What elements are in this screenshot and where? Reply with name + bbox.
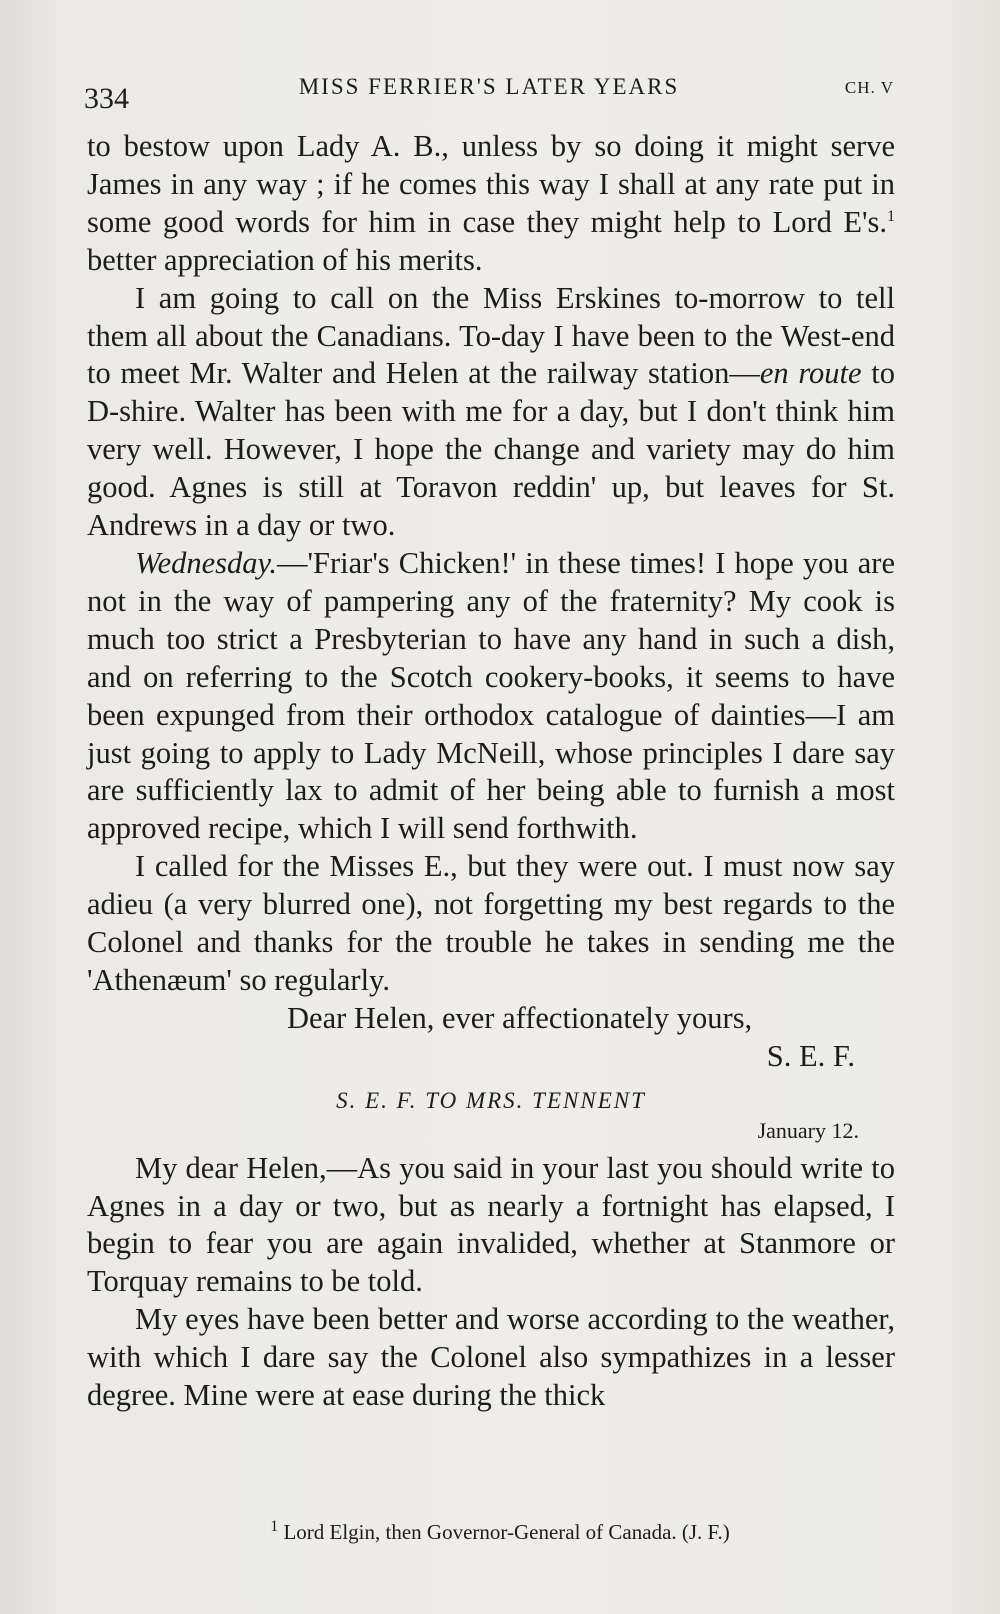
letter-date: January 12.: [757, 1117, 859, 1143]
signature: S. E. F.: [766, 1038, 855, 1073]
footnote-text: Lord Elgin, then Governor-General of Canada. (J. F.): [283, 1520, 730, 1544]
page-header: [84, 70, 894, 115]
italic-phrase: Wednesday.: [135, 545, 278, 580]
text-run: better appreciation of his merits.: [87, 242, 483, 277]
page-number: 334: [84, 82, 129, 115]
footnote-mark: 1: [270, 1518, 279, 1535]
paragraph: I called for the Misses E., but they were out. I must now say adieu (a very blurred one), not forgetting my best regards to the Colonel and thanks for the trouble he takes in sending me the 'Athenæum' so regularly.: [87, 849, 895, 997]
footnote-marker: 1: [887, 207, 895, 225]
text-run: to bestow upon Lady A. B., unless by so doing it might serve James in any way ; if he comes this way I shall at any rate put in some good words for him in case they might help to Lord E's.: [87, 129, 895, 239]
footnote: [0, 1520, 1000, 1545]
paragraph: [87, 128, 895, 280]
paragraph: [87, 545, 895, 848]
chapter-marker: CH. V: [844, 78, 894, 97]
body-text: [87, 128, 895, 1415]
italic-phrase: en route: [759, 356, 862, 391]
paragraph: My eyes have been better and worse according to the weather, with which I dare say the Colonel also sympathizes in a lesser degree. Mine were at ease during the thick: [87, 1302, 895, 1413]
text-run: —'Friar's Chicken!' in these times! I hope you are not in the way of pampering any of the fraternity? My cook is much too strict a Presbyterian to have any hand in such a dish, and on referring to the Scotch cookery-books, it seems to have been expunged from their orthodox catalogue of dainties—I am just going to apply to Lady McNeill, whose principles I dare say are sufficiently lax to admit of her being able to furnish a most approved recipe, which I will send forthwith.: [87, 545, 895, 846]
paragraph: My dear Helen,—As you said in your last you should write to Agnes in a day or two, but as nearly a fortnight has elapsed, I begin to fear you are again invalided, whether at Stanmore or Torquay remains to be told.: [87, 1150, 895, 1299]
paragraph: [87, 280, 895, 545]
letter-closing: Dear Helen, ever affectionately yours,: [287, 1000, 753, 1035]
text-run: I am going to call on the Miss Erskines to-morrow to tell them all about the Canadians. To-day I have been to the West-end to meet Mr. Walter and Helen at the railway station—: [87, 280, 895, 391]
letter-heading: S. E. F. TO MRS. TENNENT: [336, 1087, 646, 1113]
running-head: MISS FERRIER'S LATER YEARS: [298, 74, 680, 99]
text-run: to D-shire. Walter has been with me for a day, but I don't think him very well. However, I hope the change and variety may do him good. Agnes is still at Toravon reddin' up, but leaves for St. Andrews in a day or two.: [87, 356, 895, 543]
